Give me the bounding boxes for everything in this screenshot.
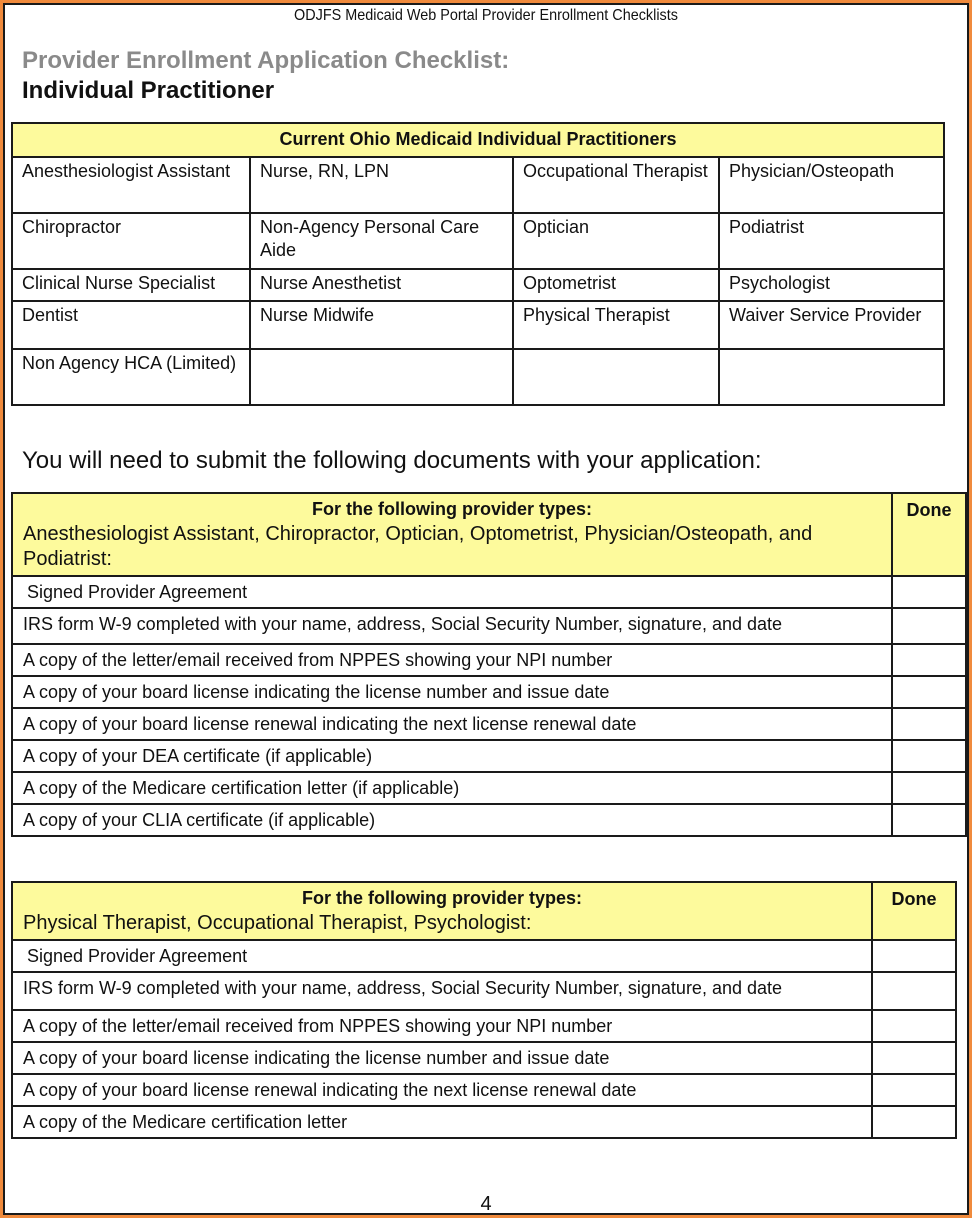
done-checkbox[interactable] [872, 1106, 956, 1138]
table-cell: Clinical Nurse Specialist [12, 269, 250, 301]
done-checkbox[interactable] [892, 708, 966, 740]
checklist-row [12, 972, 956, 1010]
done-checkbox[interactable] [872, 1010, 956, 1042]
checklist-row [12, 940, 956, 972]
checklist-row [12, 1106, 956, 1138]
done-checkbox[interactable] [892, 676, 966, 708]
checklist-header [12, 882, 872, 940]
checklist-item: IRS form W-9 completed with your name, address, Social Security Number, signature, and date [12, 608, 892, 644]
checklist-item: A copy of the Medicare certification letter [12, 1106, 872, 1138]
table-row [12, 213, 944, 269]
checklist-row [12, 740, 966, 772]
done-checkbox[interactable] [892, 772, 966, 804]
table-row [12, 269, 944, 301]
table-cell [513, 349, 719, 405]
checklist-table-1 [11, 492, 967, 837]
checklist-heading: For the following provider types: [311, 499, 592, 519]
checklist-item: A copy of the letter/email received from NPPES showing your NPI number [12, 644, 892, 676]
done-checkbox[interactable] [892, 644, 966, 676]
checklist-header [12, 493, 892, 576]
checklist-item: A copy of the Medicare certification letter (if applicable) [12, 772, 892, 804]
table-row [12, 157, 944, 213]
page-subtitle: Individual Practitioner [22, 77, 275, 104]
table-cell: Nurse Midwife [250, 301, 513, 349]
checklist-row [12, 608, 966, 644]
checklist-row [12, 1042, 956, 1074]
table-cell: Physical Therapist [513, 301, 719, 349]
checklist-provider-types: Anesthesiologist Assistant, Chiropractor, Optician, Optometrist, Physician/Osteopath, and Podiatrist: [23, 523, 813, 570]
checklist-row [12, 576, 966, 608]
checklist-item: Signed Provider Agreement [12, 576, 892, 608]
done-checkbox[interactable] [872, 940, 956, 972]
table-cell: Nurse Anesthetist [250, 269, 513, 301]
table-cell: Anesthesiologist Assistant [12, 157, 250, 213]
checklist-item: A copy of your board license renewal indicating the next license renewal date [12, 1074, 872, 1106]
table-cell: Nurse, RN, LPN [250, 157, 513, 213]
practitioners-table [11, 122, 945, 406]
document-page [3, 3, 969, 1215]
done-checkbox[interactable] [892, 576, 966, 608]
page-title: Provider Enrollment Application Checklist: [22, 47, 510, 74]
done-checkbox[interactable] [892, 740, 966, 772]
table-cell: Optometrist [513, 269, 719, 301]
checklist-table-2 [11, 881, 957, 1139]
checklist-row [12, 1010, 956, 1042]
done-checkbox[interactable] [872, 1074, 956, 1106]
checklist-row [12, 1074, 956, 1106]
instructions-text: You will need to submit the following documents with your application: [22, 447, 762, 474]
done-checkbox[interactable] [872, 972, 956, 1010]
page-number: 4 [480, 1193, 492, 1215]
practitioners-heading: Current Ohio Medicaid Individual Practitioners [12, 123, 944, 157]
table-cell: Waiver Service Provider [719, 301, 944, 349]
checklist-row [12, 804, 966, 836]
table-cell: Non Agency HCA (Limited) [12, 349, 250, 405]
table-cell: Non-Agency Personal Care Aide [250, 213, 513, 269]
checklist-provider-types: Physical Therapist, Occupational Therapist, Psychologist: [23, 912, 532, 934]
done-checkbox[interactable] [892, 608, 966, 644]
checklist-item: A copy of the letter/email received from NPPES showing your NPI number [12, 1010, 872, 1042]
checklist-row [12, 676, 966, 708]
checklist-row [12, 772, 966, 804]
table-cell [250, 349, 513, 405]
done-column-header: Done [892, 493, 966, 576]
table-cell: Optician [513, 213, 719, 269]
checklist-row [12, 708, 966, 740]
table-row [12, 301, 944, 349]
checklist-item: A copy of your CLIA certificate (if applicable) [12, 804, 892, 836]
checklist-item: A copy of your board license indicating the license number and issue date [12, 1042, 872, 1074]
checklist-item: IRS form W-9 completed with your name, address, Social Security Number, signature, and date [12, 972, 872, 1010]
table-cell: Occupational Therapist [513, 157, 719, 213]
checklist-item: A copy of your DEA certificate (if applicable) [12, 740, 892, 772]
checklist-item: A copy of your board license renewal indicating the next license renewal date [12, 708, 892, 740]
table-cell [719, 349, 944, 405]
done-checkbox[interactable] [892, 804, 966, 836]
table-cell: Chiropractor [12, 213, 250, 269]
checklist-row [12, 644, 966, 676]
table-cell: Dentist [12, 301, 250, 349]
checklist-heading: For the following provider types: [301, 888, 582, 908]
table-cell: Psychologist [719, 269, 944, 301]
done-checkbox[interactable] [872, 1042, 956, 1074]
table-row [12, 349, 944, 405]
checklist-item: Signed Provider Agreement [12, 940, 872, 972]
table-cell: Podiatrist [719, 213, 944, 269]
done-column-header: Done [872, 882, 956, 940]
checklist-item: A copy of your board license indicating the license number and issue date [12, 676, 892, 708]
running-header: ODJFS Medicaid Web Portal Provider Enrollment Checklists [294, 7, 678, 24]
table-cell: Physician/Osteopath [719, 157, 944, 213]
